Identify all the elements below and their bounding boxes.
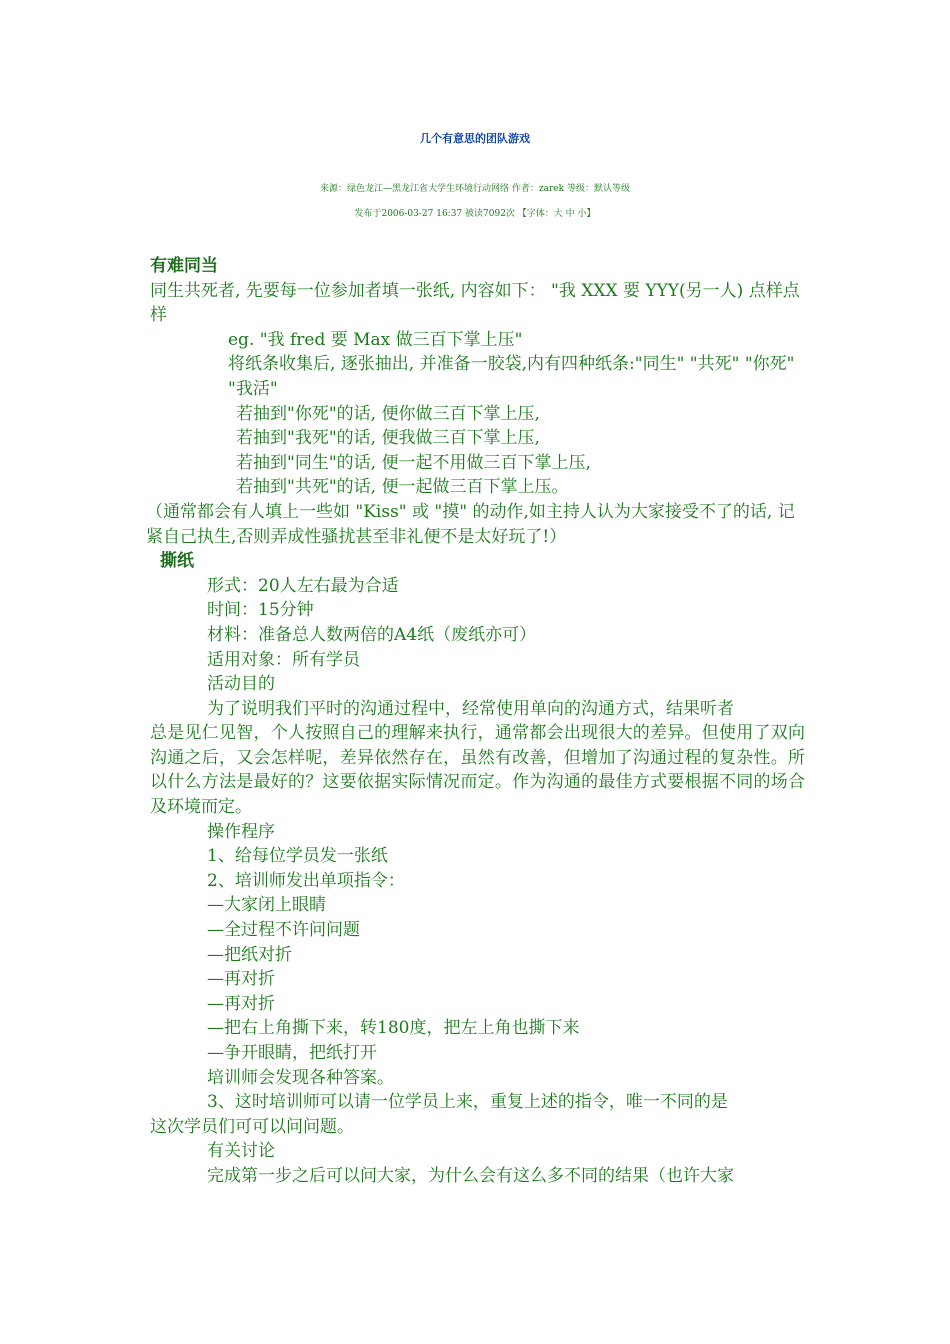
rule-line: 若抽到"共死"的话, 便一起做三百下掌上压。 [236, 477, 569, 498]
procedure-title: 操作程序 [207, 821, 275, 842]
result-line: 培训师会发现各种答案。 [207, 1067, 394, 1088]
discussion-line: 完成第一步之后可以问大家，为什么会有这么多不同的结果（也许大家 [207, 1165, 734, 1186]
section-heading-sizhi: 撕纸 [160, 551, 194, 572]
purpose-first-line: 为了说明我们平时的沟通过程中，经常使用单向的沟通方式，结果听者 [207, 698, 734, 719]
paragraph: 将纸条收集后, 逐张抽出, 并准备一胶袋,内有四种纸条:"同生" "共死" "你死" "我活" [228, 354, 800, 399]
example-line: eg. "我 fred 要 Max 做三百下掌上压" [228, 329, 523, 350]
rule-line: 若抽到"我死"的话, 便我做三百下掌上压, [236, 428, 540, 449]
note-paragraph: （通常都会有人填上一些如 "Kiss" 或 "摸" 的动作,如主持人认为大家接受不了的话, 记紧自己执生,否则弄成性骚扰甚至非礼便不是太好玩了!） [146, 501, 795, 547]
discussion-title: 有关讨论 [207, 1141, 275, 1162]
instruction-line: —再对折 [207, 969, 275, 990]
step-continuation: 这次学员们可可以问问题。 [150, 1116, 354, 1137]
paragraph: 同生共死者, 先要每一位参加者填一张纸, 内容如下： "我 XXX 要 YYY(另一人) 点样点样 [150, 280, 800, 326]
article-title: 几个有意思的团队游戏 [420, 132, 530, 145]
instruction-line: —把右上角撕下来，转180度，把左上角也撕下来 [207, 1018, 580, 1039]
rule-line: 若抽到"你死"的话, 便你做三百下掌上压, [236, 403, 540, 424]
instruction-line: —大家闭上眼睛 [207, 895, 326, 916]
form-line: 形式：20人左右最为合适 [207, 575, 399, 596]
purpose-paragraph: 总是见仁见智，个人按照自己的理解来执行，通常都会出现很大的差异。但使用了双向沟通之后，又会怎样呢，差异依然存在，虽然有改善，但增加了沟通过程的复杂性。所以什么方法是最好的？这要依据实际情况而定。作为沟通的最佳方式要根据不同的场合及环境而定。 [150, 723, 805, 818]
purpose-title: 活动目的 [207, 674, 275, 695]
source-line: 来源：绿色龙江—黑龙江省大学生环境行动网络 作者：zarek 等级：默认等级 [320, 184, 630, 194]
step-line: 1、给每位学员发一张纸 [207, 846, 388, 867]
instruction-line: —再对折 [207, 993, 275, 1014]
audience-line: 适用对象：所有学员 [207, 649, 360, 670]
article-body [146, 254, 805, 1189]
instruction-line: —争开眼睛，把纸打开 [207, 1043, 377, 1063]
instruction-line: —全过程不许问问题 [207, 920, 360, 941]
step-line: 3、这时培训师可以请一位学员上来，重复上述的指令，唯一不同的是 [207, 1092, 728, 1113]
section-heading-youantongdang: 有难同当 [150, 256, 218, 276]
publish-line: 发布于2006-03-27 16:37 被读7092次 【字体：大 中 小】 [354, 209, 596, 219]
time-line: 时间：15分钟 [207, 600, 314, 621]
material-line: 材料：准备总人数两倍的A4纸（废纸亦可） [207, 624, 537, 645]
instruction-line: —把纸对折 [207, 944, 292, 965]
rule-line: 若抽到"同生"的话, 便一起不用做三百下掌上压, [236, 452, 591, 473]
step-line: 2、培训师发出单项指令： [207, 870, 405, 891]
